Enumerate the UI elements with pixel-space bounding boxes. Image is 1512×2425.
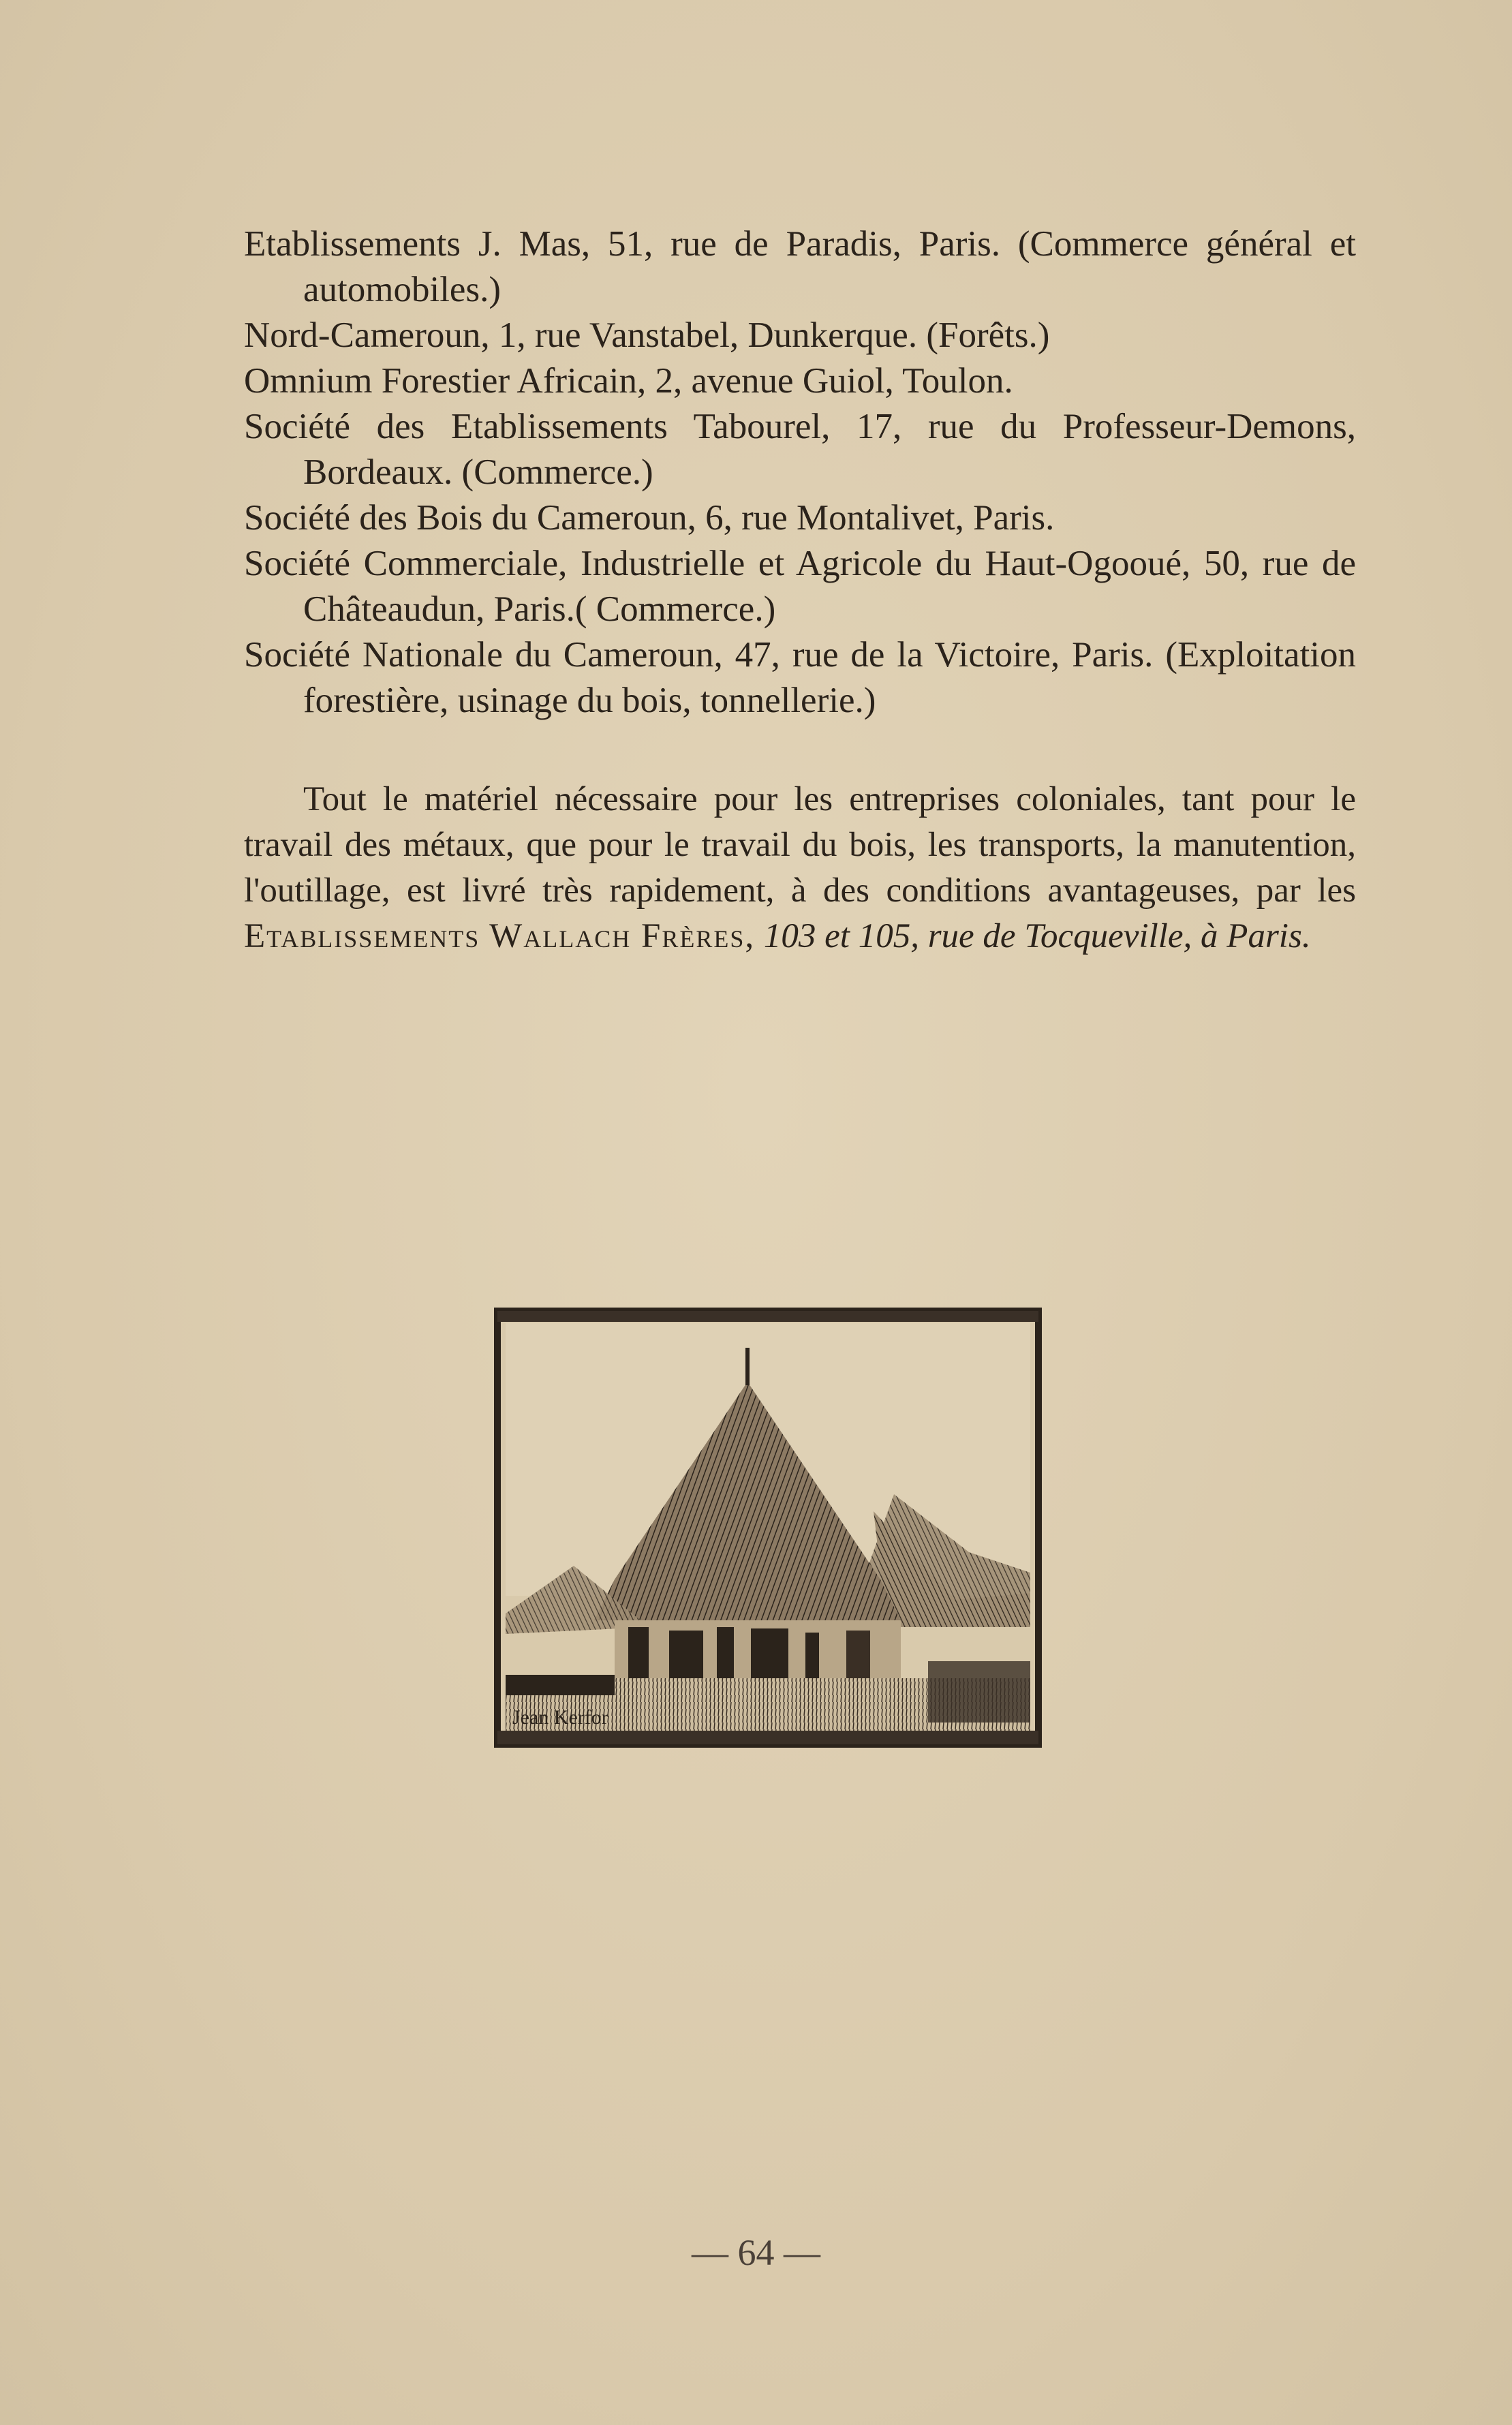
page-number: — 64 — xyxy=(692,2232,820,2273)
advertisement-paragraph xyxy=(244,777,1356,959)
company-entry: Nord-Cameroun, 1, rue Vanstabel, Dunkerque. (Forêts.) xyxy=(244,315,1050,355)
company-entry: Société Commerciale, Industrielle et Agricole du Haut-Ogooué, 50, rue de Châteaudun, Paris.( Commerce.) xyxy=(244,544,1356,629)
company-entry: Société des Etablissements Tabourel, 17, rue du Professeur-Demons, Bordeaux. (Commerce.) xyxy=(244,407,1356,492)
company-entry: Société des Bois du Cameroun, 6, rue Montalivet, Paris. xyxy=(244,498,1055,538)
company-entry: Société Nationale du Cameroun, 47, rue de la Victoire, Paris. (Exploitation forestière, usinage du bois, tonnellerie.) xyxy=(244,635,1356,720)
company-entry: Omnium Forestier Africain, 2, avenue Guiol, Toulon. xyxy=(244,361,1013,401)
hut-woodcut-image xyxy=(492,1307,1044,1750)
paragraph-text: Tout le matériel nécessaire pour les entreprises coloniales, tant pour le travail des métaux, que pour le travail du bois, les transports, la manutention, l'outillage, est livré très rapidement, à des conditions avantageuses, par les xyxy=(244,780,1356,910)
hut-woodcut-illustration xyxy=(492,1307,1044,1750)
artist-signature: Jean Kerfor xyxy=(512,1706,608,1729)
company-address: 103 et 105, rue de Tocqueville, à Paris. xyxy=(763,917,1311,955)
company-list xyxy=(244,221,1356,724)
company-name: Etablissements Wallach Frères, xyxy=(244,917,756,955)
company-entry: Etablissements J. Mas, 51, rue de Paradis, Paris. (Commerce général et automobiles.) xyxy=(244,224,1356,309)
